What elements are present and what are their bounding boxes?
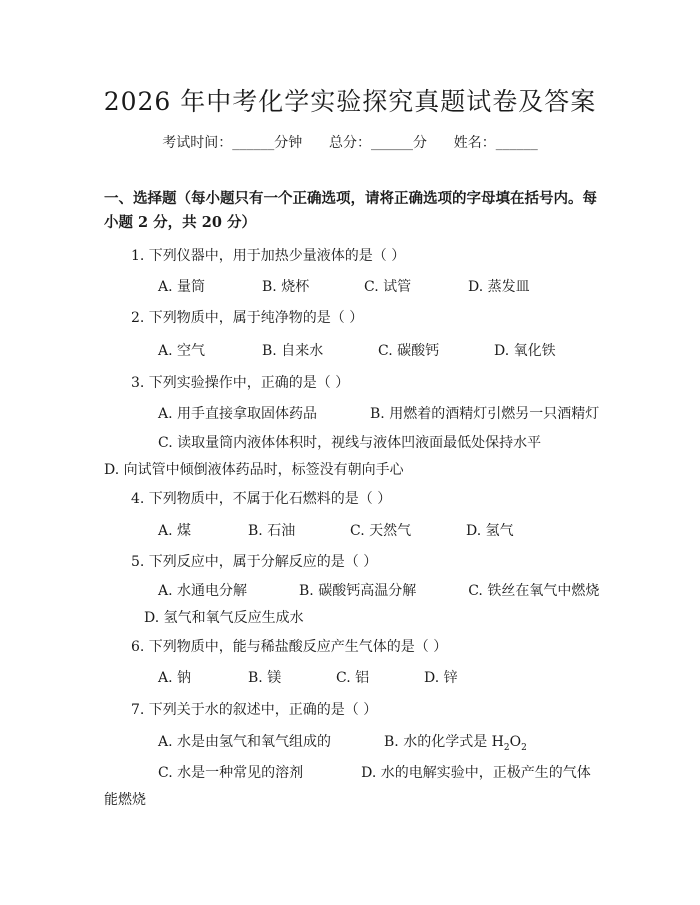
options-row: [0, 731, 700, 751]
time-label: 考试时间：: [162, 135, 233, 151]
option: C. 碳酸钙: [378, 343, 440, 359]
option: C. 铁丝在氧气中燃烧: [468, 583, 600, 599]
option: C. 铝: [336, 670, 370, 686]
time-blank: ______: [232, 135, 275, 151]
score-unit: 分: [413, 135, 427, 151]
options-row: [0, 403, 700, 423]
options-row: [0, 667, 700, 687]
score-label: 总分：: [329, 135, 371, 151]
page-title: 2026 年中考化学实验探究真题试卷及答案: [103, 87, 597, 116]
option: B. 碳酸钙高温分解: [299, 583, 417, 599]
option: C. 天然气: [350, 523, 412, 539]
option: D. 锌: [424, 670, 458, 686]
options-row: [0, 520, 700, 540]
score-blank: ______: [371, 135, 413, 151]
option: C. 试管: [364, 279, 412, 295]
option: A. 煤: [158, 523, 192, 539]
option: D. 向试管中倾倒液体药品时，标签没有朝向手心: [104, 462, 404, 478]
option: A. 钠: [158, 670, 192, 686]
options-row: [0, 340, 700, 360]
exam-meta: [0, 132, 700, 152]
time-unit: 分钟: [274, 135, 303, 151]
option-formula: [384, 731, 527, 753]
question-stem: 3. 下列实验操作中，正确的是（ ）: [131, 375, 350, 391]
option: B. 镁: [248, 670, 282, 686]
options-row: [0, 276, 700, 296]
option: D. 氢气: [466, 523, 514, 539]
option: D. 水的电解实验中，正极产生的气体能燃烧: [104, 765, 591, 808]
option: B. 用燃着的酒精灯引燃另一只酒精灯: [370, 406, 600, 422]
options-wrap: [104, 760, 600, 814]
options-wrap: [104, 430, 600, 484]
option: C. 水是一种常见的溶剂: [158, 765, 304, 781]
option: B. 石油: [248, 523, 296, 539]
name-blank: ______: [495, 135, 538, 151]
question-stem: 5. 下列反应中，属于分解反应的是（ ）: [131, 554, 378, 570]
question-stem: 7. 下列关于水的叙述中，正确的是（ ）: [131, 702, 378, 718]
formula-subscript: 2: [521, 742, 527, 753]
option: A. 量筒: [158, 279, 206, 295]
question-stem: 2. 下列物质中，属于纯净物的是（ ）: [131, 310, 364, 326]
question-stem: 6. 下列物质中，能与稀盐酸反应产生气体的是（ ）: [131, 639, 448, 655]
option: D. 氢气和氧气反应生成水: [144, 610, 304, 626]
section-heading: 一、选择题（每小题只有一个正确选项，请将正确选项的字母填在括号内。每小题 2 分，共 20 分）: [104, 190, 597, 231]
option: B. 水的化学式是 H: [384, 734, 504, 750]
name-label: 姓名：: [453, 135, 496, 151]
option: A. 水通电分解: [158, 583, 248, 599]
option: B. 烧杯: [262, 279, 310, 295]
option: C. 读取量筒内液体体积时，视线与液体凹液面最低处保持水平: [158, 435, 542, 451]
option: D. 蒸发皿: [468, 279, 530, 295]
option: D. 氧化铁: [494, 343, 556, 359]
option: B. 自来水: [262, 343, 324, 359]
option: A. 用手直接拿取固体药品: [158, 406, 318, 422]
question-stem: 1. 下列仪器中，用于加热少量液体的是（ ）: [131, 248, 406, 264]
formula-element: O: [509, 734, 522, 750]
options-wrap: [104, 578, 600, 632]
option: A. 水是由氢气和氧气组成的: [158, 734, 332, 750]
formula-subscript: 2: [503, 742, 510, 753]
question-stem: 4. 下列物质中，不属于化石燃料的是（ ）: [131, 491, 392, 507]
option: A. 空气: [158, 343, 206, 359]
